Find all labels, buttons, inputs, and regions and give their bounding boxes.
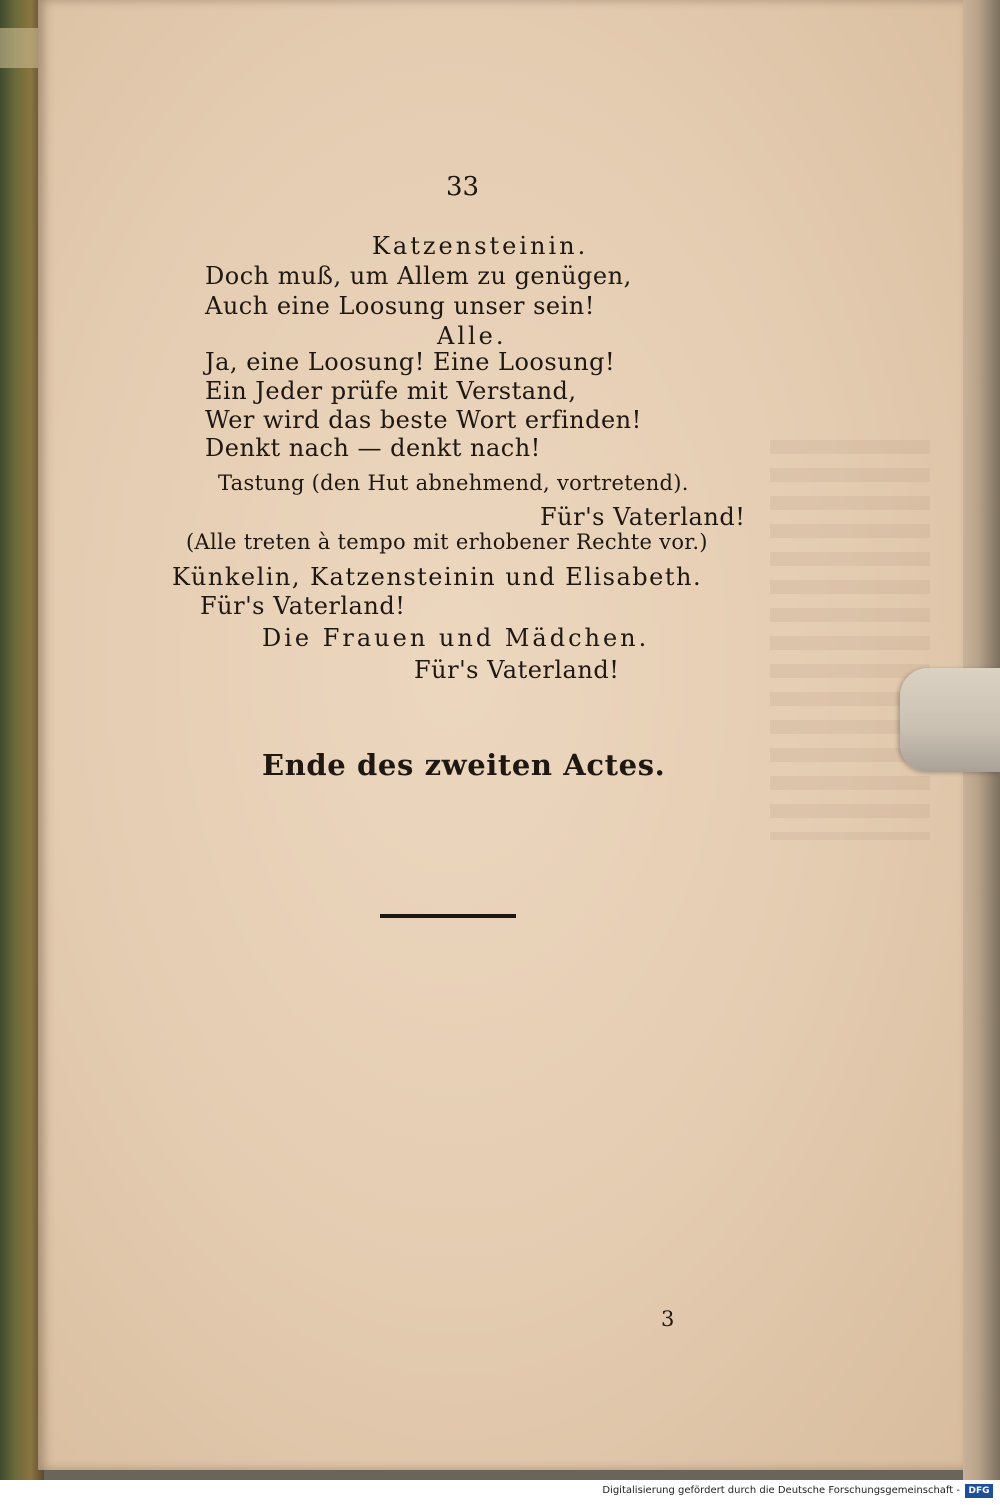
verse-line: Für's Vaterland! xyxy=(414,656,620,684)
footer-credit: Digitalisierung gefördert durch die Deutsche Forschungsgemeinschaft - xyxy=(602,1485,960,1496)
verse-line: Ein Jeder prüfe mit Verstand, xyxy=(205,377,577,405)
act-end-heading: Ende des zweiten Actes. xyxy=(262,748,666,782)
verse-line: Wer wird das beste Wort erfinden! xyxy=(205,406,642,434)
page-number: 33 xyxy=(446,172,480,202)
verse-line: Auch eine Loosung unser sein! xyxy=(205,292,595,320)
show-through-text xyxy=(770,440,930,840)
page-tab-marker xyxy=(900,668,1000,772)
verse-line: Ja, eine Loosung! Eine Loosung! xyxy=(205,348,616,376)
verse-line: Für's Vaterland! xyxy=(200,592,406,620)
cover-corner xyxy=(0,28,38,68)
speaker-group: Künkelin, Katzensteinin und Elisabeth. xyxy=(172,563,703,591)
verse-line: Denkt nach — denkt nach! xyxy=(205,434,541,462)
dfg-logo-icon: DFG xyxy=(965,1484,993,1498)
speaker-alle: Alle. xyxy=(437,322,507,350)
stage-direction-tastung: Tastung (den Hut abnehmend, vortretend). xyxy=(218,471,689,495)
stage-direction-alle: (Alle treten à tempo mit erhobener Rechte vor.) xyxy=(186,530,708,554)
separator-rule xyxy=(380,914,516,918)
verse-line: Für's Vaterland! xyxy=(540,503,746,531)
speaker-frauen: Die Frauen und Mädchen. xyxy=(262,624,650,652)
speaker-katzensteinin: Katzensteinin. xyxy=(372,232,589,260)
signature-mark: 3 xyxy=(661,1307,675,1331)
verse-line: Doch muß, um Allem zu genügen, xyxy=(205,262,632,290)
